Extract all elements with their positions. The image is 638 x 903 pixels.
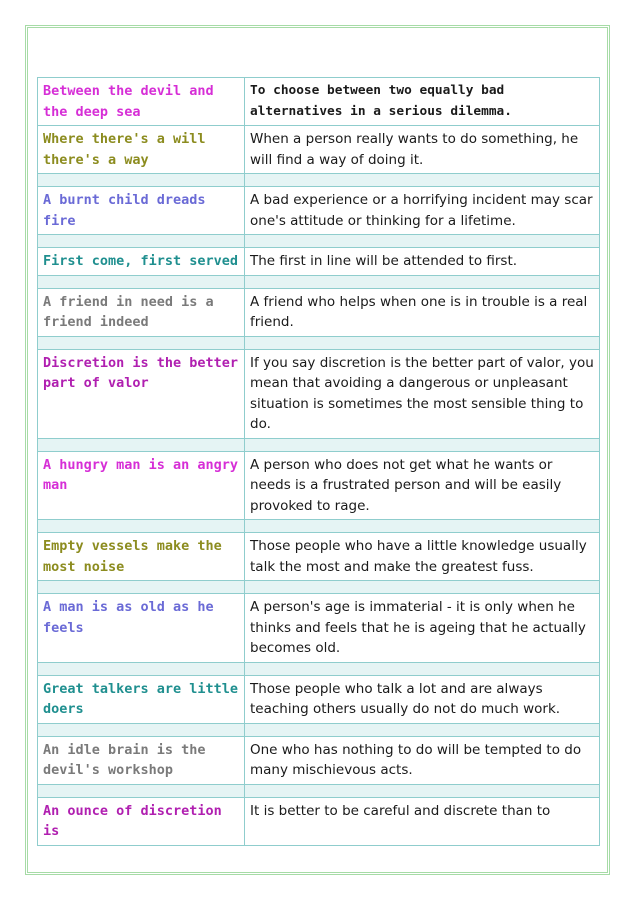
meaning-cell: The first in line will be attended to first. bbox=[245, 248, 600, 276]
spacer-cell bbox=[38, 275, 245, 288]
spacer-cell bbox=[245, 174, 600, 187]
spacer-cell bbox=[245, 275, 600, 288]
spacer-cell bbox=[38, 784, 245, 797]
spacer-row bbox=[38, 520, 600, 533]
proverb-cell: Empty vessels make the most noise bbox=[38, 533, 245, 581]
proverb-cell: A friend in need is a friend indeed bbox=[38, 288, 245, 336]
table-row bbox=[38, 736, 600, 784]
spacer-cell bbox=[38, 438, 245, 451]
proverb-cell: An ounce of discretion is bbox=[38, 797, 245, 845]
table-row bbox=[38, 187, 600, 235]
spacer-cell bbox=[245, 336, 600, 349]
spacer-cell bbox=[38, 235, 245, 248]
proverb-cell: A man is as old as he feels bbox=[38, 594, 245, 663]
spacer-cell bbox=[245, 581, 600, 594]
spacer-cell bbox=[38, 174, 245, 187]
meaning-cell: A bad experience or a horrifying incident may scar one's attitude or thinking for a lifetime. bbox=[245, 187, 600, 235]
table-row bbox=[38, 349, 600, 438]
spacer-cell bbox=[38, 662, 245, 675]
meaning-cell: When a person really wants to do something, he will find a way of doing it. bbox=[245, 126, 600, 174]
spacer-cell bbox=[245, 723, 600, 736]
table-row bbox=[38, 797, 600, 845]
table-row bbox=[38, 248, 600, 276]
proverb-cell: An idle brain is the devil's workshop bbox=[38, 736, 245, 784]
spacer-cell bbox=[245, 438, 600, 451]
table-row bbox=[38, 288, 600, 336]
spacer-row bbox=[38, 438, 600, 451]
table-row bbox=[38, 533, 600, 581]
spacer-row bbox=[38, 723, 600, 736]
spacer-row bbox=[38, 581, 600, 594]
spacer-cell bbox=[245, 662, 600, 675]
meaning-cell: It is better to be careful and discrete than to bbox=[245, 797, 600, 845]
proverb-cell: Between the devil and the deep sea bbox=[38, 78, 245, 126]
meaning-cell: A person who does not get what he wants or needs is a frustrated person and will be easily provoked to rage. bbox=[245, 451, 600, 520]
meaning-cell: Those people who have a little knowledge usually talk the most and make the greatest fuss. bbox=[245, 533, 600, 581]
spacer-cell bbox=[38, 336, 245, 349]
proverb-cell: Discretion is the better part of valor bbox=[38, 349, 245, 438]
meaning-cell: To choose between two equally bad alternatives in a serious dilemma. bbox=[245, 78, 600, 126]
table-row bbox=[38, 594, 600, 663]
spacer-cell bbox=[245, 520, 600, 533]
table-row bbox=[38, 675, 600, 723]
table-row bbox=[38, 451, 600, 520]
meaning-cell: Those people who talk a lot and are always teaching others usually do not do much work. bbox=[245, 675, 600, 723]
proverb-cell: Great talkers are little doers bbox=[38, 675, 245, 723]
meaning-cell: A person's age is immaterial - it is only when he thinks and feels that he is ageing that he actually becomes old. bbox=[245, 594, 600, 663]
spacer-row bbox=[38, 336, 600, 349]
table-row bbox=[38, 126, 600, 174]
proverbs-table-body bbox=[38, 78, 600, 846]
spacer-row bbox=[38, 784, 600, 797]
spacer-row bbox=[38, 174, 600, 187]
spacer-cell bbox=[38, 723, 245, 736]
proverb-cell: A burnt child dreads fire bbox=[38, 187, 245, 235]
meaning-cell: If you say discretion is the better part of valor, you mean that avoiding a dangerous or unpleasant situation is sometimes the most sensible thing to do. bbox=[245, 349, 600, 438]
table-row bbox=[38, 78, 600, 126]
spacer-cell bbox=[245, 784, 600, 797]
spacer-row bbox=[38, 275, 600, 288]
proverb-cell: First come, first served bbox=[38, 248, 245, 276]
meaning-cell: One who has nothing to do will be tempted to do many mischievous acts. bbox=[245, 736, 600, 784]
spacer-cell bbox=[38, 520, 245, 533]
spacer-cell bbox=[38, 581, 245, 594]
proverb-cell: Where there's a will there's a way bbox=[38, 126, 245, 174]
spacer-cell bbox=[245, 235, 600, 248]
proverbs-table bbox=[37, 77, 600, 846]
proverb-cell: A hungry man is an angry man bbox=[38, 451, 245, 520]
spacer-row bbox=[38, 662, 600, 675]
spacer-row bbox=[38, 235, 600, 248]
meaning-cell: A friend who helps when one is in trouble is a real friend. bbox=[245, 288, 600, 336]
